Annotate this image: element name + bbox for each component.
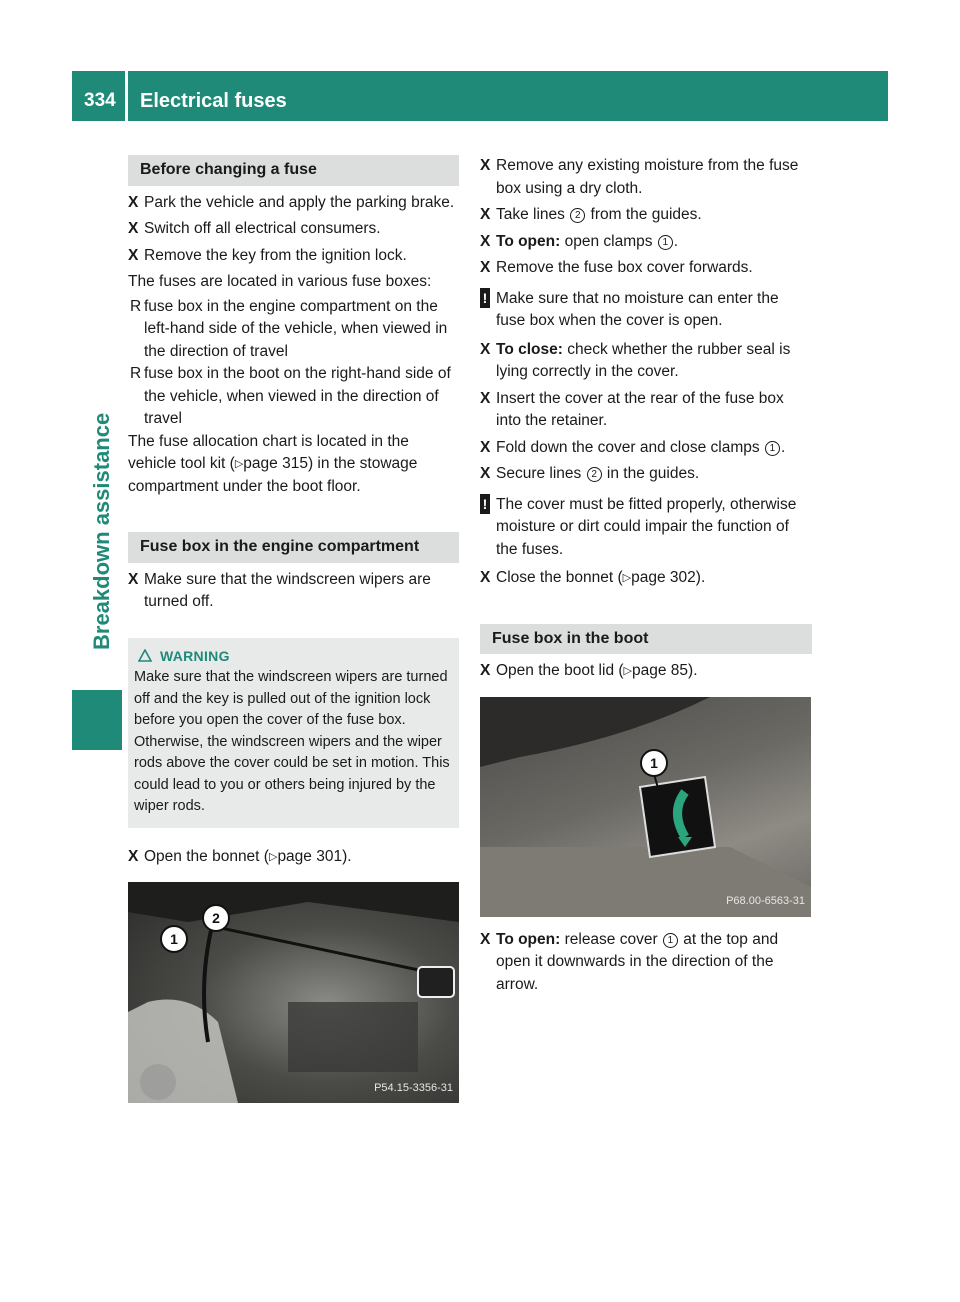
step-marker: X [480, 465, 491, 482]
allocation-chart-text: The fuse allocation chart is located in the vehicle tool kit (▷page 315) in the stowage compartment under the boot floor. [128, 432, 418, 495]
step-marker: X [480, 206, 491, 223]
warning-box [128, 638, 459, 828]
step-item: X Close the bonnet (▷page 302). [480, 567, 812, 590]
step-marker: X [480, 259, 491, 276]
callout-ref-1: 1 [663, 933, 678, 948]
step-marker: X [480, 930, 491, 948]
page-reference[interactable]: page 85 [632, 662, 689, 679]
section-title: Electrical fuses [140, 90, 287, 112]
step-marker: X [480, 232, 491, 250]
engine-compartment-photo [128, 882, 459, 1103]
step-item: X Remove the fuse box cover forwards. [480, 257, 812, 280]
left-column [128, 155, 459, 1103]
step-item: X Take lines 2 from the guides. [480, 204, 812, 227]
step-item: X Open the boot lid (▷page 85). [480, 660, 812, 683]
step-marker: X [480, 157, 491, 174]
step-marker: X [480, 438, 491, 456]
note-marker-icon: ! [480, 288, 490, 308]
step-item: X Secure lines 2 in the guides. [480, 463, 812, 486]
step-item: X Switch off all electrical consumers. [128, 218, 459, 241]
step-item: X To open: open clamps 1 . [480, 231, 812, 254]
boot-illustration [480, 697, 811, 917]
page-reference[interactable]: page 301 [277, 847, 343, 865]
image-code: P54.15-3356-31 [374, 1081, 453, 1094]
step-item: X Fold down the cover and close clamps 1 . [480, 437, 812, 460]
bullet-item: R fuse box in the boot on the right-hand side of the vehicle, when viewed in the direction of travel [130, 365, 451, 427]
callout-2: 2 [202, 904, 230, 932]
bullet-item: R fuse box in the engine compartment on the left-hand side of the vehicle, when viewed in the direction of travel [130, 297, 448, 360]
step-marker: X [128, 570, 139, 588]
step-marker: X [128, 246, 139, 264]
ref-arrow-icon: ▷ [623, 665, 632, 677]
callout-ref-2: 2 [570, 208, 585, 223]
header-divider [125, 71, 128, 121]
ref-arrow-icon: ▷ [234, 458, 244, 470]
heading-before-changing: Before changing a fuse [128, 155, 459, 186]
callout-ref-1: 1 [658, 235, 673, 250]
side-tab-block [72, 690, 122, 750]
step-marker: X [480, 389, 491, 407]
step-item: X To open: release cover 1 at the top and open it downwards in the direction of the arrow. [480, 930, 779, 993]
warning-heading: WARNING [134, 646, 453, 668]
step-item: X Open the bonnet (▷page 301). [128, 846, 459, 869]
step-item: X Remove the key from the ignition lock. [128, 245, 459, 268]
ref-arrow-icon: ▷ [268, 850, 278, 863]
callout-ref-1: 1 [765, 441, 780, 456]
engine-illustration [128, 882, 459, 1103]
callout-1: 1 [160, 925, 188, 953]
page-number: 334 [84, 90, 116, 111]
callout-ref-2: 2 [587, 467, 602, 482]
step-marker: X [480, 340, 491, 358]
heading-boot-fuse-box: Fuse box in the boot [480, 624, 812, 655]
step-marker: X [480, 569, 491, 586]
step-item: X Make sure that the windscreen wipers are turned off. [128, 570, 431, 610]
note-item: ! The cover must be fitted properly, otherwise moisture or dirt could impair the function of the fuses. [480, 494, 812, 562]
fuse-boxes-intro: The fuses are located in various fuse boxes: [128, 273, 432, 290]
step-marker: X [128, 220, 139, 237]
step-marker: X [128, 847, 139, 865]
ref-arrow-icon: ▷ [622, 572, 632, 584]
step-item: X Remove any existing moisture from the fuse box using a dry cloth. [480, 157, 799, 197]
step-item: X To close: check whether the rubber seal is lying correctly in the cover. [480, 340, 791, 380]
step-marker: X [480, 662, 491, 679]
right-column [480, 155, 812, 1000]
step-item: X Insert the cover at the rear of the fuse box into the retainer. [480, 389, 784, 429]
page-reference[interactable]: page 315 [243, 455, 308, 472]
side-tab-label: Breakdown assistance [89, 412, 114, 650]
bullet-marker: R [130, 297, 142, 315]
warning-text: Make sure that the windscreen wipers are turned off and the key is pulled out of the ignition lock before you open the cover of the fuse box. Otherwise, the windscreen wipers and the wiper rods above the cover could be set in motion. This could lead to you or others being injured by the wiper rods. [134, 669, 450, 814]
note-marker-icon: ! [480, 494, 490, 514]
page-reference[interactable]: page 302 [631, 569, 696, 586]
image-code: P68.00-6563-31 [726, 895, 805, 907]
step-item: X Park the vehicle and apply the parking brake. [128, 192, 459, 215]
step-marker: X [128, 193, 139, 211]
boot-photo [480, 697, 811, 917]
bullet-marker: R [130, 365, 142, 382]
note-item: ! Make sure that no moisture can enter the fuse box when the cover is open. [480, 288, 812, 333]
callout-1: 1 [640, 749, 668, 777]
heading-engine-fuse-box: Fuse box in the engine compartment [128, 532, 459, 563]
warning-triangle-icon [138, 649, 152, 662]
